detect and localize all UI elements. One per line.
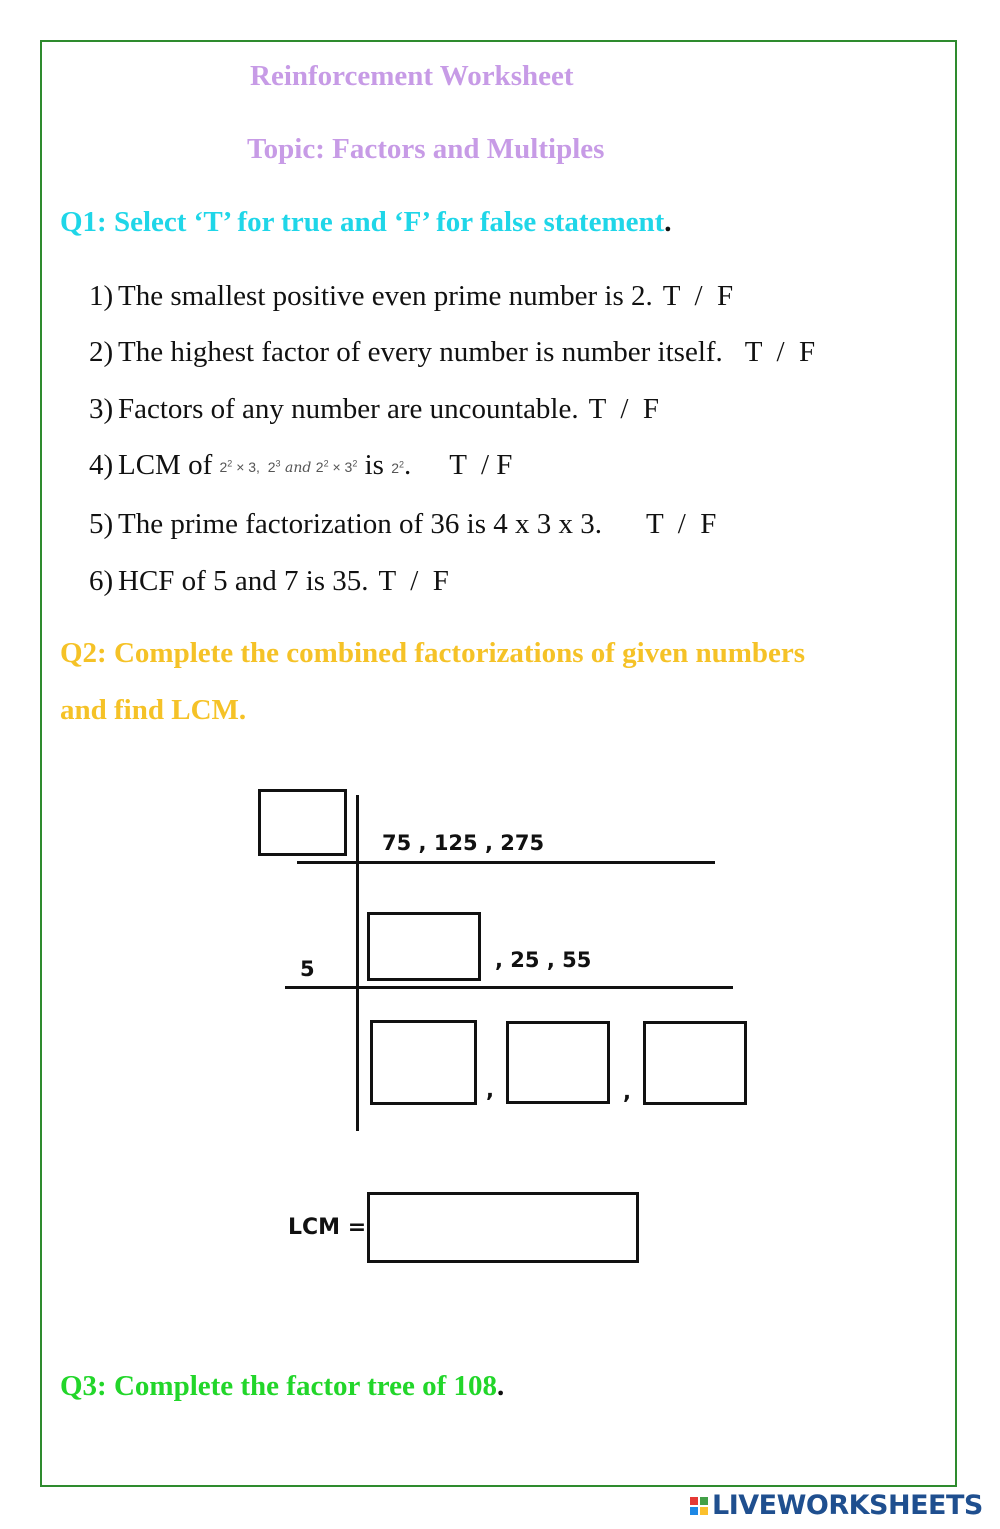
- item-statement: Factors of any number are uncountable.: [118, 393, 579, 425]
- liveworksheets-logo-icon: [690, 1497, 708, 1515]
- true-false-choice[interactable]: T / F: [662, 280, 734, 312]
- q3-heading-text: Q3: Complete the factor tree of 108: [60, 1370, 497, 1402]
- q1-heading-text: Q1: Select ‘T’ for true and ‘F’ for false statement: [60, 206, 665, 238]
- true-false-choice[interactable]: T / F: [744, 336, 816, 368]
- item-number: 2): [89, 336, 114, 368]
- worksheet-border: [40, 40, 957, 1487]
- comma-separator: ,: [623, 1080, 631, 1104]
- ladder-row-2-numbers: , 25 , 55: [495, 948, 592, 972]
- ladder-divider-2: [285, 986, 733, 989]
- q1-heading: [60, 206, 672, 239]
- quotient-input-box-3[interactable]: [506, 1021, 610, 1104]
- true-false-choice[interactable]: T / F: [378, 565, 449, 597]
- worksheet-topic: Topic: Factors and Multiples: [247, 133, 605, 165]
- q1-item-4: [89, 449, 512, 482]
- item-statement: The smallest positive even prime number is 2.: [118, 280, 653, 312]
- math-expression-lcm-answer: $2^2$: [391, 459, 405, 476]
- ladder-divider-1: [297, 861, 715, 864]
- true-false-choice[interactable]: T / F: [588, 393, 660, 425]
- q1-item-3: [89, 393, 659, 426]
- q1-item-6: [89, 565, 449, 598]
- ladder-vertical-line: [356, 795, 359, 1131]
- q2-heading-line2: and find LCM.: [60, 694, 247, 726]
- lcm-label: LCM =: [288, 1215, 367, 1240]
- liveworksheets-logo: [690, 1490, 983, 1521]
- item-number: 1): [89, 280, 114, 312]
- q2-heading-line1: Q2: Complete the combined factorizations of given numbers: [60, 637, 806, 669]
- worksheet-title: Reinforcement Worksheet: [250, 60, 574, 92]
- liveworksheets-logo-text: LIVEWORKSHEETS: [712, 1490, 983, 1521]
- item-statement: HCF of 5 and 7 is 35.: [118, 565, 369, 597]
- quotient-input-box-1[interactable]: [367, 912, 481, 981]
- ladder-divisor-2: 5: [300, 957, 315, 981]
- comma-separator: ,: [486, 1078, 494, 1102]
- quotient-input-box-2[interactable]: [370, 1020, 477, 1105]
- true-false-choice[interactable]: T / F: [646, 508, 717, 540]
- q1-item-1: [89, 280, 733, 313]
- lcm-answer-box[interactable]: [367, 1192, 639, 1263]
- item-number: 4): [89, 449, 114, 481]
- q1-item-5: [89, 508, 716, 541]
- ladder-row-1-numbers: 75 , 125 , 275: [382, 831, 545, 855]
- q3-heading-period: .: [497, 1370, 505, 1402]
- quotient-input-box-4[interactable]: [643, 1021, 747, 1105]
- math-expression-lcm-inputs: $2^2 \times 3$, $2^3$ and $2^2 \times 3^2$: [219, 458, 358, 477]
- item-statement: The prime factorization of 36 is 4 x 3 x 3.: [118, 508, 603, 540]
- q1-item-2: [89, 336, 815, 369]
- item-number: 6): [89, 565, 114, 597]
- item-statement: The highest factor of every number is number itself.: [118, 336, 723, 368]
- item-number: 5): [89, 508, 114, 540]
- q3-heading: [60, 1370, 504, 1403]
- true-false-choice[interactable]: T / F: [449, 449, 513, 481]
- item-statement-mid: is: [364, 449, 384, 481]
- q1-heading-period: .: [664, 206, 672, 238]
- item-number: 3): [89, 393, 114, 425]
- item-statement-start: LCM of: [118, 449, 213, 481]
- item-statement-end: .: [404, 449, 412, 481]
- divisor-input-box-1[interactable]: [258, 789, 347, 856]
